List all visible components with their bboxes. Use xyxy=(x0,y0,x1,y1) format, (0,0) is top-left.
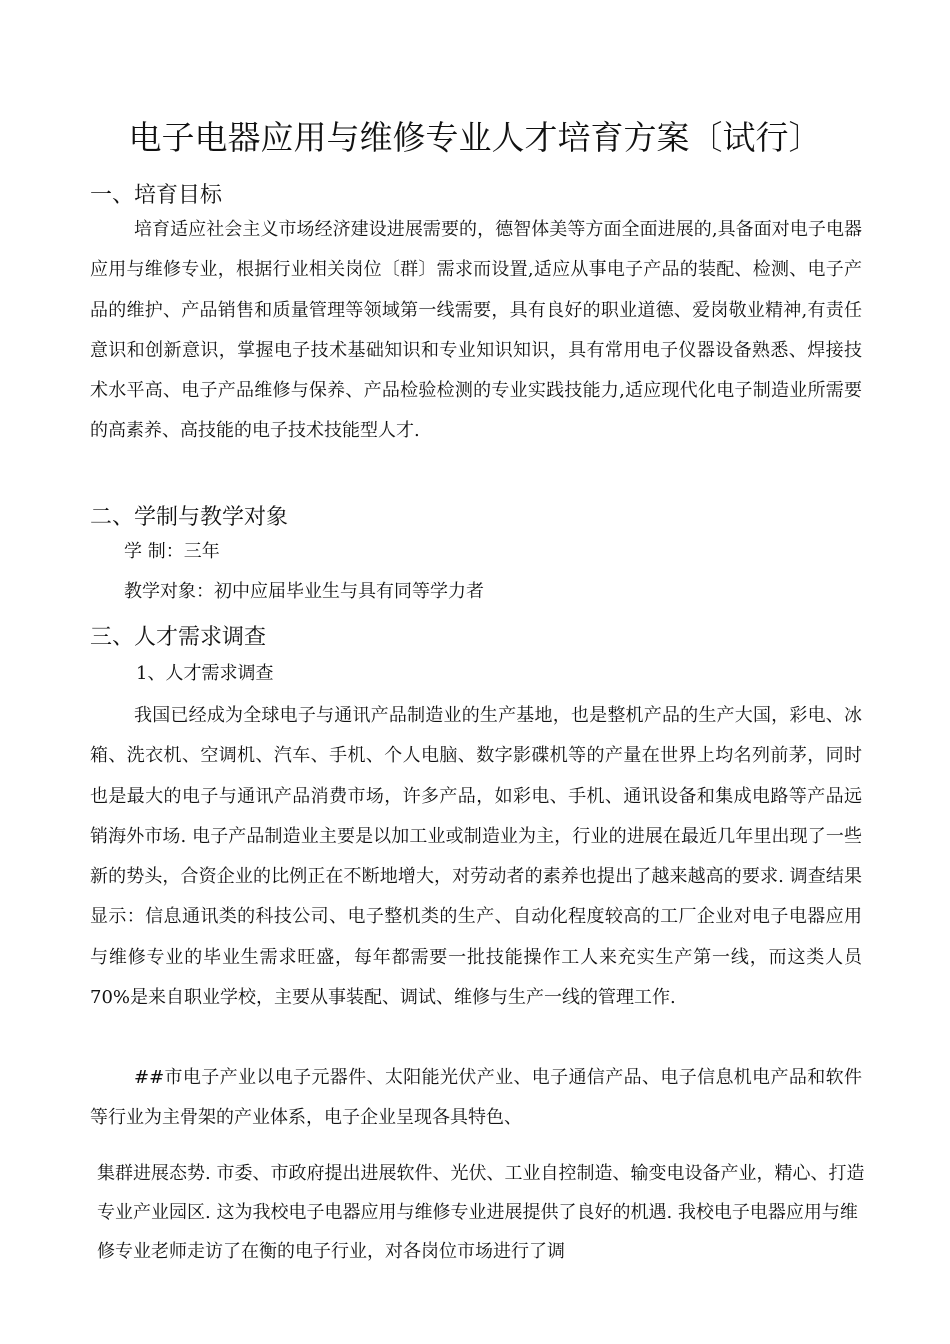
talent-survey-paragraph-2: ##市电子产业以电子元器件、太阳能光伏产业、电子通信产品、电子信息机电产品和软件等行业为主骨架的产业体系，电子企业呈现各具特色、 xyxy=(90,1067,862,1129)
page-title: 电子电器应用与维修专业人才培育方案〔试行〕 xyxy=(128,118,822,157)
talent-survey-paragraph-3: 集群进展态势. 市委、市政府提出进展软件、光伏、工业自控制造、输变电设备产业，精心、打造专业产业园区. 这为我校电子电器应用与维修专业进展提供了良好的机遇. 我校电子电器应用与维修专业老师走访了在衡的电子行业，对各岗位市场进行了调 xyxy=(97,1163,865,1262)
section-heading-schooling: 二、学制与教学对象 xyxy=(90,505,289,530)
talent-survey-paragraph-1: 我国已经成为全球电子与通讯产品制造业的生产基地，也是整机产品的生产大国，彩电、冰箱、洗衣机、空调机、汽车、手机、个人电脑、数字影碟机等的产量在世界上均名列前茅，同时也是最大的电子与通讯产品消费市场，许多产品，如彩电、手机、通讯设备和集成电路等产品远销海外市场. 电子产品制造业主要是以加工业或制造业为主，行业的进展在最近几年里出现了一些新的势头，合资企业的比例正在不断地增大，对劳动者的素养也提出了越来越高的要求. 调查结果显示：信息通讯类的科技公司、电子整机类的生产、自动化程度较高的工厂企业对电子电器应用与维修专业的毕业生需求旺盛，每年都需要一批技能操作工人来充实生产第一线，而这类人员 70%是来自职业学校，主要从事装配、调试、维修与生产一线的管理工作. xyxy=(90,705,862,1009)
section-heading-talent-survey: 三、人才需求调查 xyxy=(90,625,267,650)
schooling-length: 学 制：三年 xyxy=(124,541,220,562)
talent-survey-subheading: 1、人才需求调查 xyxy=(136,663,274,684)
training-goal-paragraph: 培育适应社会主义市场经济建设进展需要的，德智体美等方面全面进展的,具备面对电子电器应用与维修专业，根据行业相关岗位〔群〕需求而设置,适应从事电子产品的装配、检测、电子产品的维护、产品销售和质量管理等领域第一线需要，具有良好的职业道德、爱岗敬业精神,有责任意识和创新意识，掌握电子技术基础知识和专业知识知识，具有常用电子仪器设备熟悉、焊接技术水平高、电子产品维修与保养、产品检验检测的专业实践技能力,适应现代化电子制造业所需要的高素养、高技能的电子技术技能型人才. xyxy=(90,219,862,442)
teaching-target: 教学对象：初中应届毕业生与具有同等学力者 xyxy=(124,581,484,602)
section-heading-training-goal: 一、培育目标 xyxy=(90,183,223,208)
